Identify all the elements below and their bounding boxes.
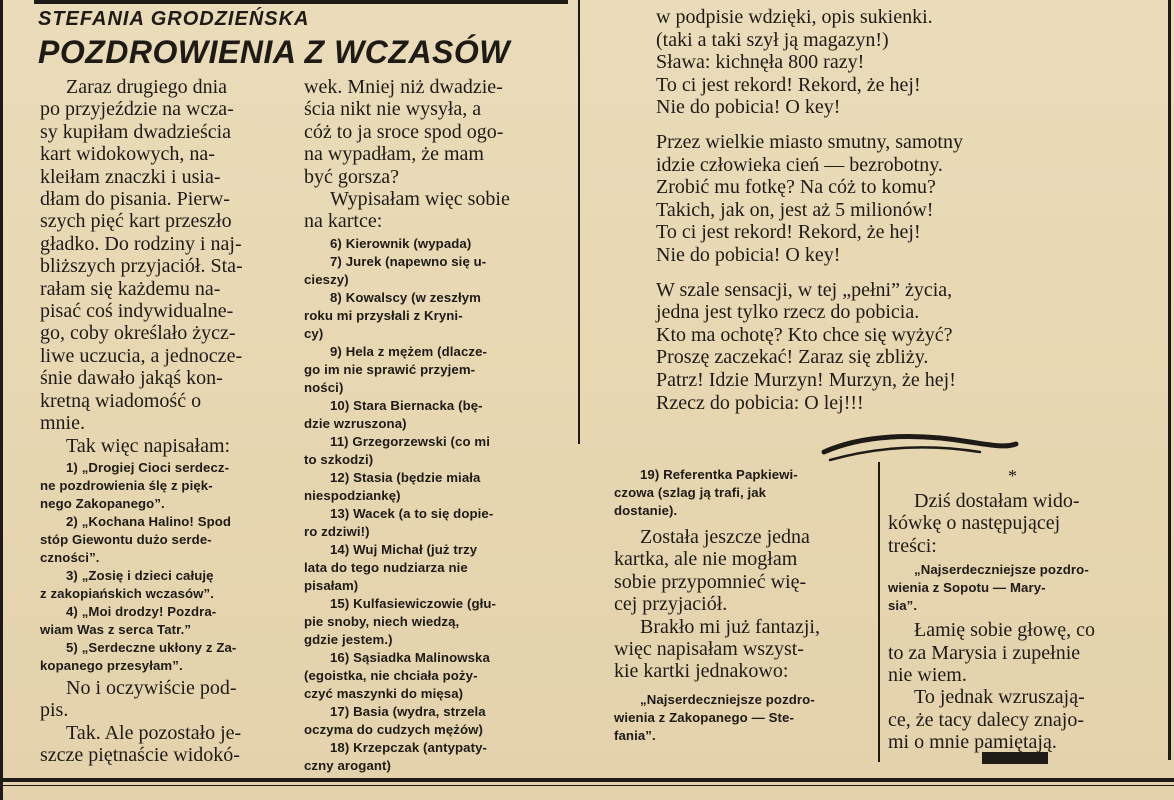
column-3-list-line: 19) Referentka Papkiewi- [640, 467, 798, 482]
column-1-list-line: czności”. [40, 549, 100, 565]
poem-line: Takich, jak on, jest aż 5 milionów! [656, 198, 934, 221]
column-4-end [888, 619, 1150, 753]
column-2-list-line: oczyma do cudzych mężów) [304, 721, 484, 737]
column-1-list-line: 4) „Moi drodzy! Pozdra- [66, 603, 217, 619]
column-2 [304, 76, 570, 775]
poem [656, 6, 1086, 414]
poem-line [656, 267, 1086, 279]
column-4-quote [888, 561, 1150, 615]
poem-line: jedna jest tylko rzecz do pobicia. [656, 301, 920, 324]
column-1-line: kart widokowych, na- [40, 143, 215, 166]
column-1-line: go, coby określało życz- [40, 322, 236, 345]
column-4-quote-line: wienia z Sopotu — Mary- [888, 580, 1046, 596]
column-1-line: mnie. [40, 412, 85, 435]
column-1-line: bliższych przyjaciół. Sta- [40, 255, 243, 278]
poem-column [656, 6, 1086, 414]
column-1-list-line: kopanego przesyłam”. [40, 657, 183, 673]
poem-line: Nie do pobicia! O key! [656, 243, 841, 266]
column-3-list [614, 466, 870, 520]
column-1-body [40, 76, 290, 457]
column-1-line: liwe uczucia, a jednocze- [40, 344, 243, 367]
column-2-body [304, 76, 570, 233]
poem-line: (taki a taki szył ją magazyn!) [656, 28, 889, 51]
column-2-list-line: gdzie jestem.) [304, 631, 393, 647]
column-3 [614, 466, 870, 745]
column-1-line: gładko. Do rodziny i naj- [40, 232, 242, 255]
column-2-list-line: 8) Kowalscy (w zeszłym [330, 289, 481, 305]
column-1-list-line: 3) „Zosię i dzieci całuję [66, 567, 214, 583]
column-1-list-line: 2) „Kochana Halino! Spod [66, 513, 232, 529]
column-2-line: wek. Mniej niż dwadzie- [304, 76, 503, 98]
column-1-line: sy kupiłam dwadzieścia [40, 120, 232, 143]
column-2-list-line: 11) Grzegorzewski (co mi [330, 433, 490, 449]
column-1-line: pisać coś indywidualne- [40, 300, 234, 323]
poem-line: Proszę zaczekać! Zaraz się zbliży. [656, 346, 929, 369]
column-1-list-line: 1) „Drogiej Cioci serdecz- [66, 459, 230, 475]
poem-line: Zrobić mu fotkę? Na cóż to komu? [656, 176, 936, 199]
star-ornament: * [1008, 466, 1017, 486]
column-2-list-line: niespodziankę) [304, 487, 401, 503]
decorative-swash-icon [820, 422, 1020, 468]
column-3-list-line: dostanie). [614, 503, 678, 518]
column-2-list-line: lata do tego nudziarza nie [304, 559, 468, 575]
column-1 [40, 76, 290, 767]
top-rule [34, 0, 568, 4]
column-2-list-line: dzie wzruszona) [304, 415, 407, 431]
poem-line: To ci jest rekord! Rekord, że hej! [656, 73, 921, 96]
poem-line: To ci jest rekord! Rekord, że hej! [656, 221, 921, 244]
column-4-end-line: to za Marysia i zupełnie [888, 641, 1081, 664]
column-2-line: być gorsza? [304, 165, 399, 188]
column-2-list-line: ro zdziwi!) [304, 523, 370, 539]
column-2-list-line: 15) Kulfasiewiczowie (głu- [330, 595, 497, 611]
column-3-line: cej przyjaciół. [614, 593, 728, 616]
column-2-list-line: 10) Stara Biernacka (bę- [330, 397, 483, 413]
column-2-list-line: (egoistka, nie chciała poży- [304, 667, 478, 683]
column-2-list-line: cieszy) [304, 271, 349, 287]
column-2-list-line: go im nie sprawić przyjem- [304, 361, 476, 377]
column-2-list-line: ności) [304, 379, 344, 395]
column-1-line: po przyjeździe na wcza- [40, 98, 234, 121]
column-1-end-line: szcze piętnaście widokó- [40, 744, 240, 767]
poem-line: Nie do pobicia! O key! [656, 96, 841, 119]
column-2-list-line: 16) Sąsiadka Malinowska [330, 649, 490, 665]
column-3-line: więc napisałam wszyst- [614, 638, 804, 661]
column-1-list-line: ne pozdrowienia ślę z pięk- [40, 477, 213, 493]
column-3-quote-line: wienia z Zakopanego — Ste- [614, 709, 794, 725]
poem-line: Kto ma ochotę? Kto chce się wyżyć? [656, 323, 953, 346]
column-2-line: ścia nikt nie wysyła, a [304, 98, 482, 121]
column-2-list-line: to szkodzi) [304, 451, 374, 467]
column-3-body [614, 526, 870, 683]
column-2-line: Wypisałam więc sobie [330, 188, 510, 211]
column-2-list [304, 235, 570, 775]
column-1-list-line: nego Zakopanego”. [40, 495, 165, 511]
column-3-line: Brakło mi już fantazji, [640, 615, 820, 638]
column-2-line: cóż to ja sroce spod ogo- [304, 120, 504, 143]
bottom-rule-thin [0, 785, 1174, 786]
column-3-line: kie kartki jednakowo: [614, 660, 789, 683]
column-1-line: Tak więc napisałam: [66, 434, 231, 457]
column-2-list-line: 9) Hela z mężem (dlacze- [330, 343, 488, 359]
column-2-list-line: 7) Jurek (napewno się u- [330, 253, 487, 269]
column-1-end-line: No i oczywiście pod- [66, 676, 237, 699]
column-1-list-line: z zakopiańskich wczasów”. [40, 585, 214, 601]
column-4-body [888, 490, 1150, 557]
column-4-end-line: ce, że tacy dalecy znajo- [888, 708, 1084, 731]
bottom-rule [0, 778, 1174, 782]
poem-line: Sława: kichnęła 800 razy! [656, 51, 865, 74]
column-1-end-line: pis. [40, 699, 69, 722]
column-divider-lower [878, 462, 880, 762]
column-3-line: sobie przypomnieć wię- [614, 570, 807, 593]
column-3-line: kartka, ale nie mogłam [614, 548, 798, 571]
column-2-list-line: 18) Krzepczak (antypaty- [330, 739, 488, 755]
column-4-line: kówkę o następującej [888, 512, 1061, 535]
column-3-list-line: czowa (szlag ją trafi, jak [614, 485, 767, 500]
column-1-list [40, 459, 290, 675]
column-1-line: kretną wiadomość o [40, 389, 202, 412]
right-border [1168, 0, 1171, 760]
column-1-line: śnie dawało jakąś kon- [40, 367, 223, 390]
column-1-line: rałam się każdemu na- [40, 277, 221, 300]
column-2-list-line: 17) Basia (wydra, strzela [330, 703, 486, 719]
column-3-quote-line: fania”. [614, 727, 656, 743]
column-4-line: Dziś dostałam wido- [914, 490, 1080, 512]
column-2-line: na kartce: [304, 210, 383, 233]
column-2-list-line: 14) Wuj Michał (już trzy [330, 541, 478, 557]
column-4-end-line: Łamię sobie głowę, co [914, 619, 1096, 642]
poem-line: W szale sensacji, w tej „pełni” życia, [656, 278, 953, 301]
column-1-list-line: stóp Giewontu dużo serde- [40, 531, 212, 547]
poem-line: Rzecz do pobicia: O lej!!! [656, 391, 864, 414]
column-1-end [40, 677, 290, 767]
column-2-list-line: pisałam) [304, 577, 359, 593]
column-2-list-line: cy) [304, 325, 324, 341]
column-1-list-line: 5) „Serdeczne ukłony z Za- [66, 639, 237, 655]
column-3-quote [614, 691, 870, 745]
column-4-end-line: nie wiem. [888, 664, 967, 687]
article-author: STEFANIA GRODZIEŃSKA [38, 8, 310, 30]
left-border [0, 0, 3, 800]
column-1-list-line: wiam Was z serca Tatr.” [40, 621, 192, 637]
column-1-line: kleiłam znaczki i usia- [40, 165, 221, 188]
poem-line: w podpisie wdzięki, opis sukienki. [656, 6, 933, 28]
poem-line: idzie człowieka cień — bezrobotny. [656, 153, 943, 176]
column-2-list-line: czny arogant) [304, 757, 392, 773]
column-1-line: szych pięć kart przeszło [40, 210, 232, 233]
column-2-list-line: 12) Stasia (będzie miała [330, 469, 481, 485]
column-4-end-line: mi o mnie pamiętają. [888, 731, 1057, 754]
column-2-line: na wypadłam, że mam [304, 143, 484, 166]
poem-line: Przez wielkie miasto smutny, samotny [656, 130, 963, 153]
column-2-list-line: 6) Kierownik (wypada) [330, 235, 472, 251]
poem-line: Patrz! Idzie Murzyn! Murzyn, że hej! [656, 368, 956, 391]
column-2-list-line: czyć maszynki do mięsa) [304, 685, 464, 701]
poem-line [656, 119, 1086, 131]
column-4-quote-line: sia”. [888, 598, 918, 614]
column-2-list-line: pie snoby, niech wiedzą, [304, 613, 460, 629]
column-3-quote-line: „Najserdeczniejsze pozdro- [640, 691, 815, 707]
column-2-list-line: roku mi przysłali z Kryni- [304, 307, 463, 323]
column-1-end-line: Tak. Ale pozostało je- [66, 721, 242, 744]
column-1-line: Zaraz drugiego dnia [66, 76, 228, 98]
column-4 [888, 490, 1150, 754]
column-1-line: dłam do pisania. Pierw- [40, 188, 230, 211]
column-4-line: treści: [888, 534, 937, 557]
column-3-line: Została jeszcze jedna [640, 526, 810, 548]
end-mark [982, 752, 1048, 764]
column-2-list-line: 13) Wacek (a to się dopie- [330, 505, 494, 521]
column-divider [578, 0, 580, 444]
article-title: POZDROWIENIA Z WCZASÓW [38, 34, 510, 70]
column-4-end-line: To jednak wzruszają- [914, 686, 1085, 709]
column-4-quote-line: „Najserdeczniejsze pozdro- [914, 562, 1089, 578]
